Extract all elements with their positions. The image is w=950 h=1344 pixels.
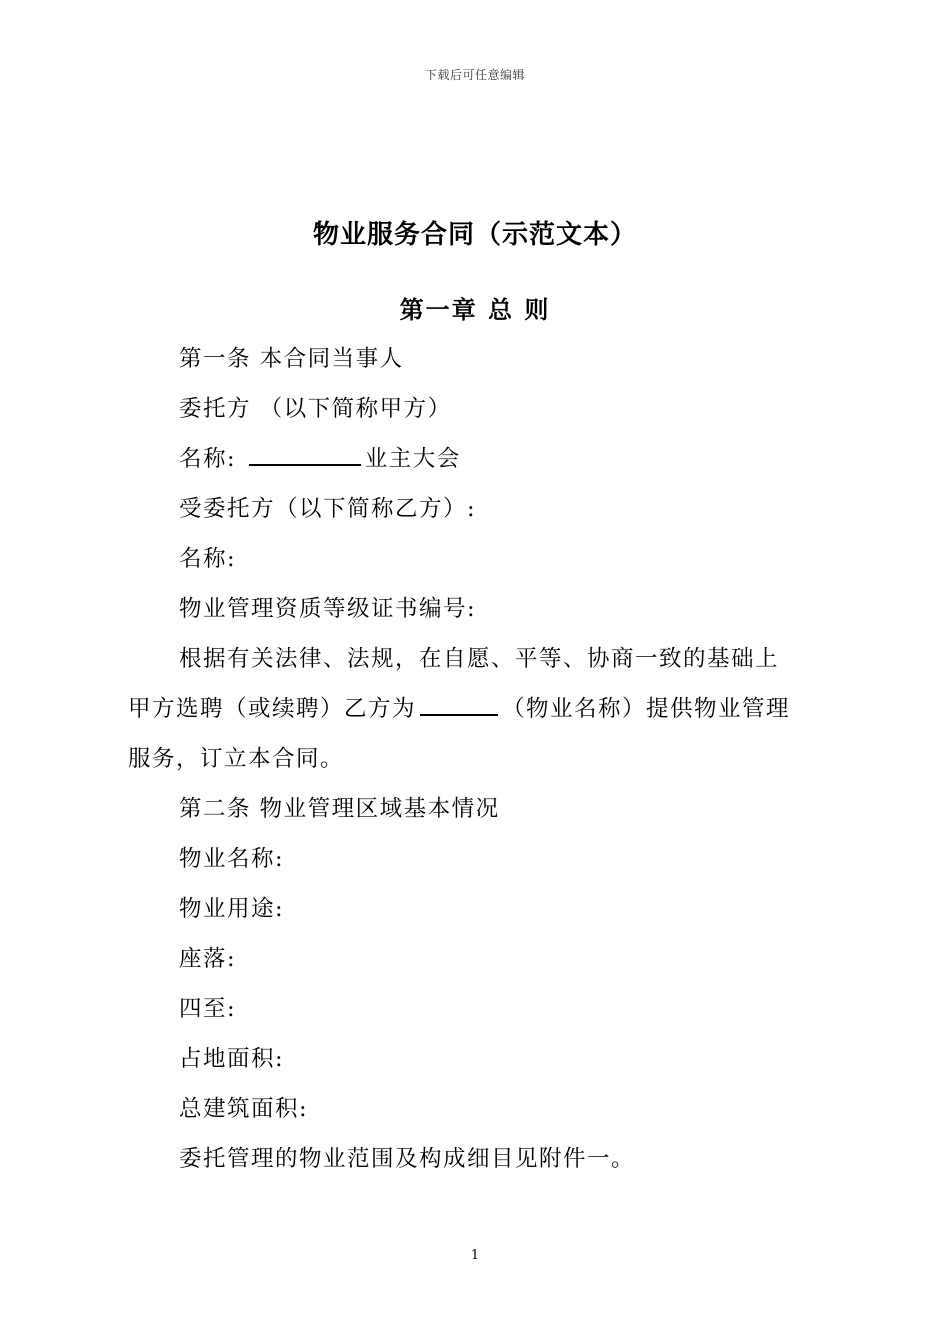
party-a-label: 委托方 （以下简称甲方） [179, 396, 452, 422]
property-name-blank[interactable] [420, 686, 498, 716]
property-name-line: 物业名称: [179, 846, 285, 872]
party-a-name-suffix: 业主大会 [364, 446, 461, 472]
document-body [128, 334, 832, 1184]
paragraph-line-2-suffix: （物业名称）提供物业管理 [502, 696, 791, 722]
party-b-label: 受委托方（以下简称乙方）: [179, 496, 477, 522]
land-area-line: 占地面积: [179, 1046, 285, 1072]
paragraph-line-2-prefix: 甲方选聘（或续聘）乙方为 [128, 696, 417, 722]
party-a-name-label: 名称: [179, 446, 245, 472]
certificate-number-line: 物业管理资质等级证书编号: [179, 596, 477, 622]
page-number: 1 [470, 1248, 480, 1263]
property-use-line: 物业用途: [179, 896, 285, 922]
article-1-heading: 第一条 本合同当事人 [179, 346, 404, 372]
paragraph-line-2 [128, 684, 832, 734]
total-building-area-line: 总建筑面积: [179, 1096, 309, 1122]
paragraph-line-1: 根据有关法律、法规，在自愿、平等、协商一致的基础上 [179, 646, 780, 672]
article-2-heading: 第二条 物业管理区域基本情况 [179, 796, 500, 822]
paragraph-line-3: 服务，订立本合同。 [128, 746, 345, 772]
party-b-name-line: 名称: [179, 546, 237, 572]
location-line: 座落: [179, 946, 237, 972]
party-a-name-blank[interactable] [249, 436, 361, 466]
scope-reference-line: 委托管理的物业范围及构成细目见附件一。 [179, 1146, 636, 1172]
document-title: 物业服务合同（示范文本） [312, 220, 637, 250]
party-a-name-line [128, 434, 832, 484]
header-note: 下载后可任意编辑 [424, 68, 525, 82]
chapter-title: 第一章 总 则 [399, 296, 551, 324]
boundaries-line: 四至: [179, 996, 237, 1022]
